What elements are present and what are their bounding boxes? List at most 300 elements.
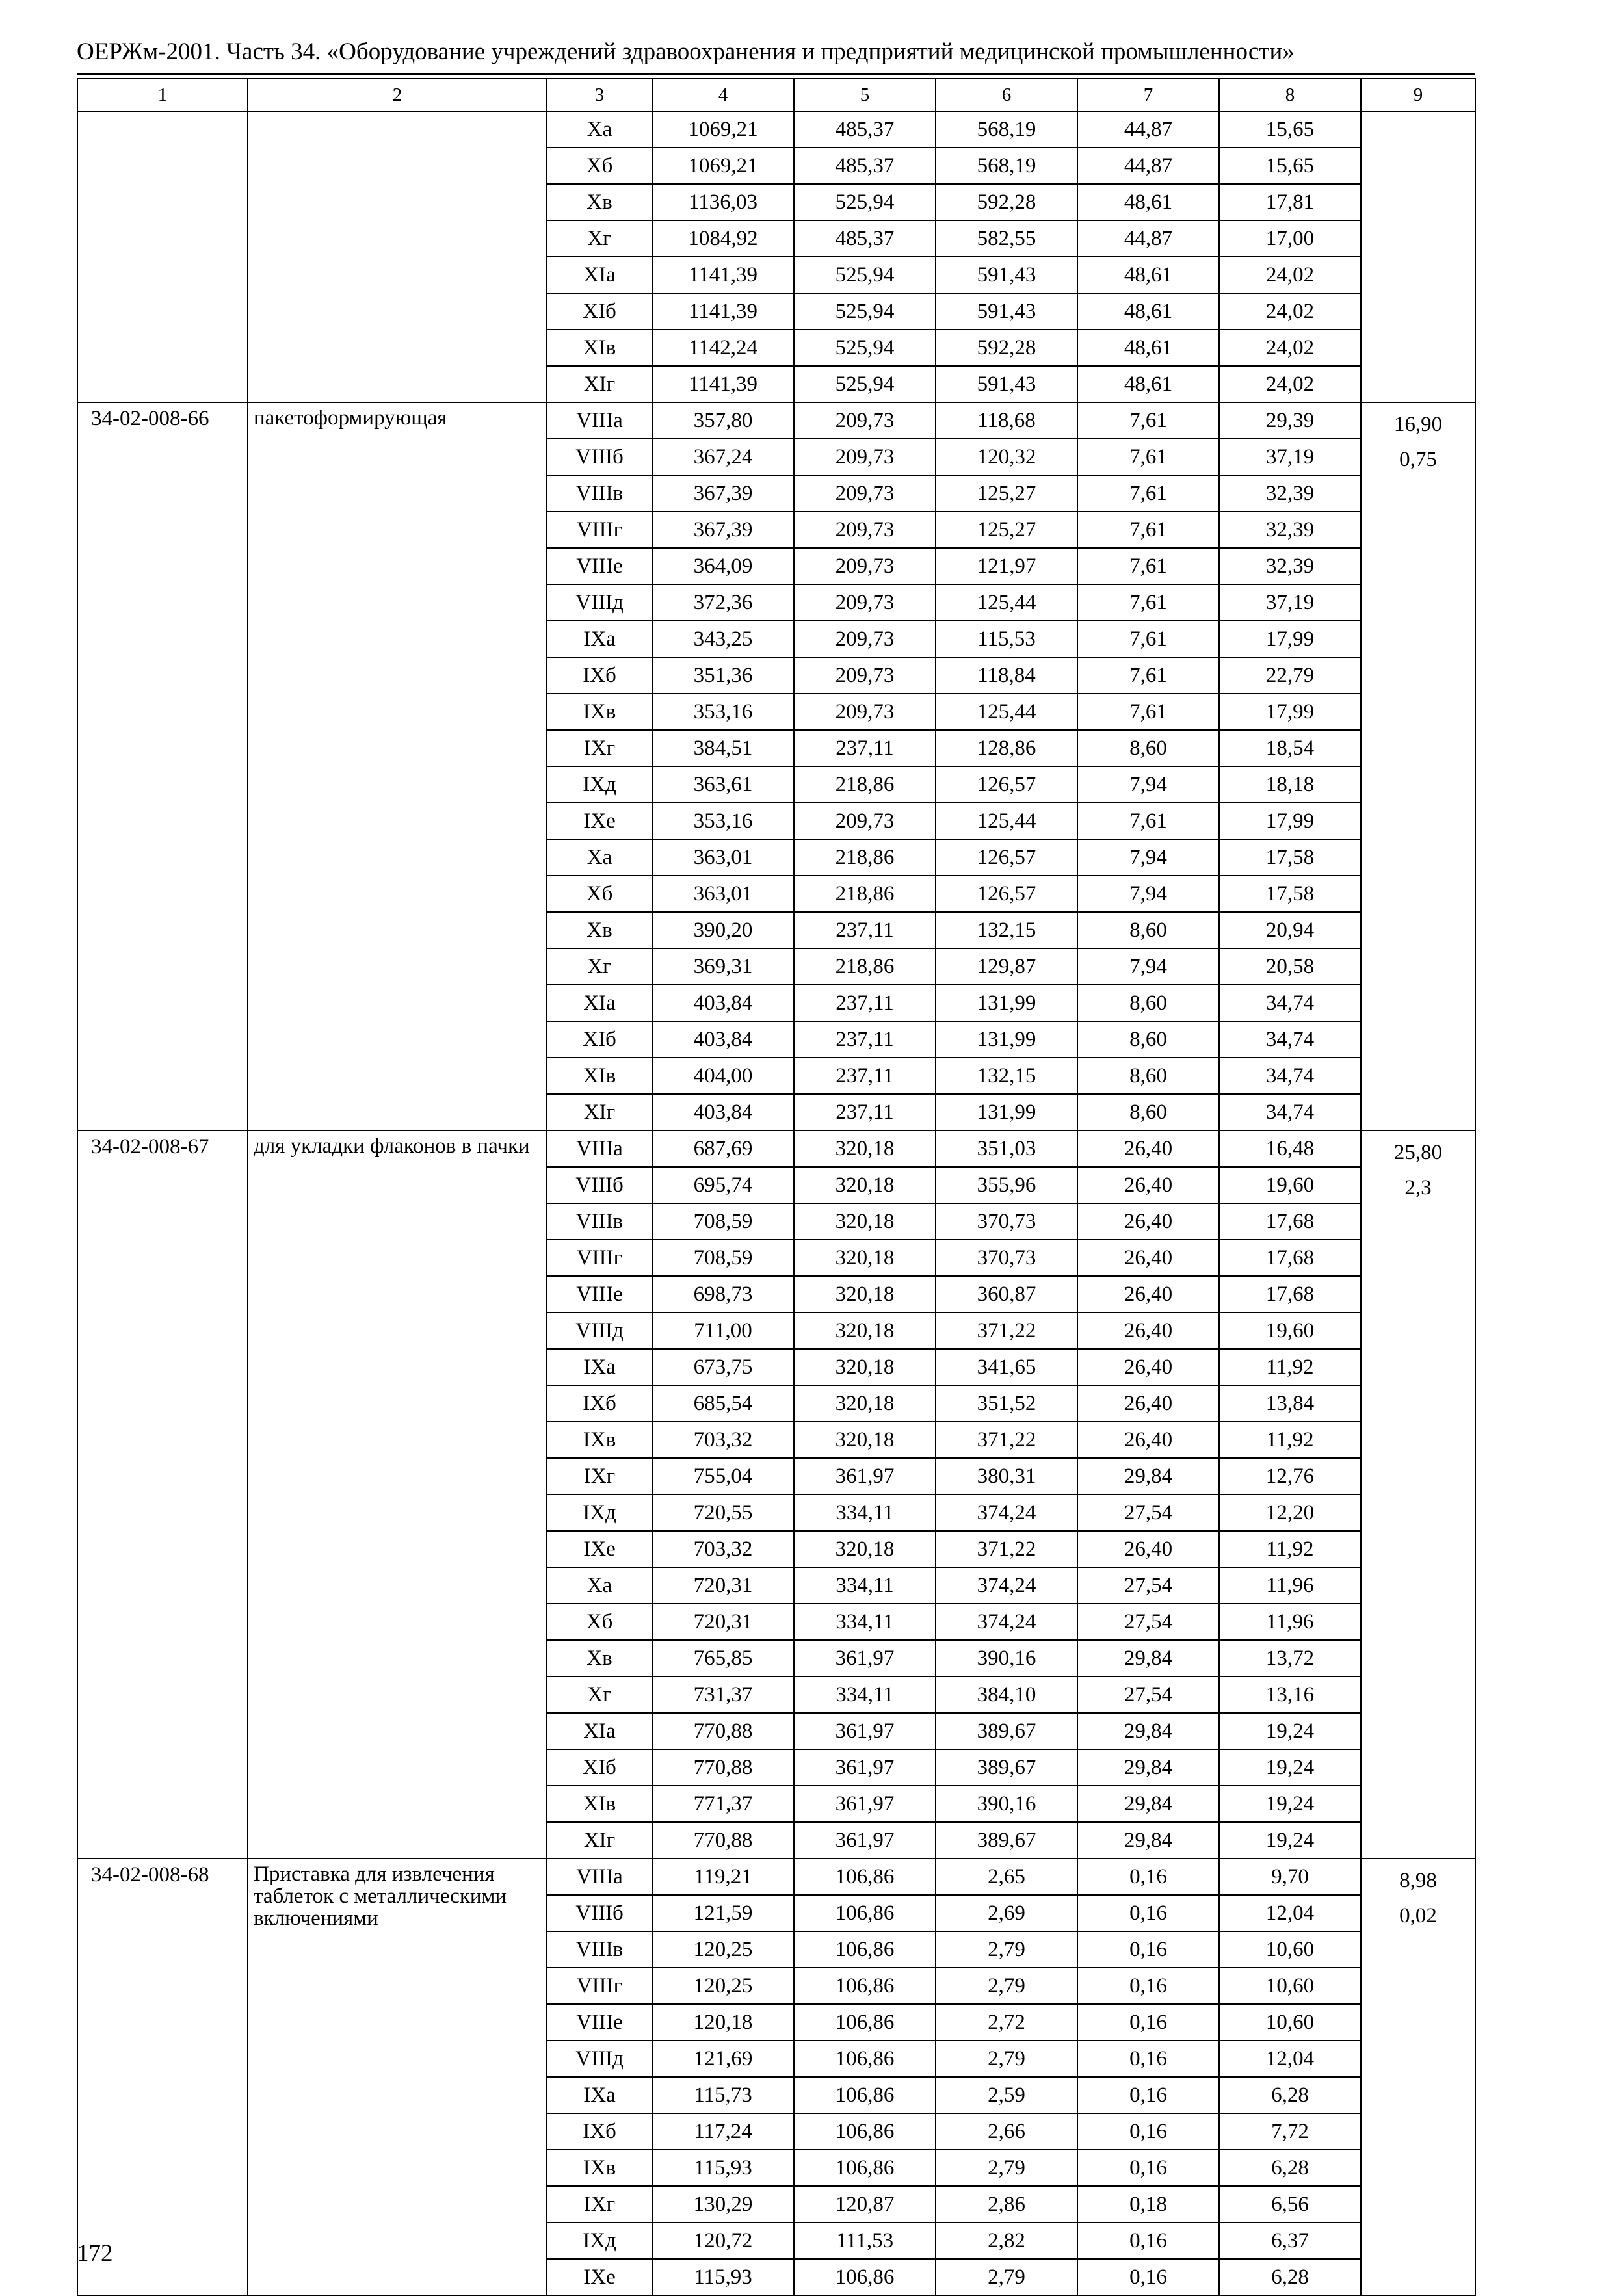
value-cell: 209,73	[794, 439, 936, 475]
value-cell: 708,59	[652, 1203, 794, 1240]
value-cell: 363,01	[652, 839, 794, 876]
value-cell: 126,57	[936, 766, 1077, 803]
value-cell: 237,11	[794, 1094, 936, 1130]
value-cell: 17,00	[1219, 220, 1361, 257]
value-cell: 126,57	[936, 839, 1077, 876]
value-cell: 32,39	[1219, 548, 1361, 584]
value-cell: 209,73	[794, 657, 936, 694]
value-cell: 115,73	[652, 2077, 794, 2113]
value-cell: 129,87	[936, 948, 1077, 985]
value-cell: 48,61	[1077, 257, 1219, 293]
region-cell: Xб	[547, 876, 652, 912]
value-cell: 106,86	[794, 2004, 936, 2041]
value-cell: 37,19	[1219, 584, 1361, 621]
value-cell: 128,86	[936, 730, 1077, 766]
value-cell: 120,25	[652, 1931, 794, 1968]
value-cell: 357,80	[652, 402, 794, 439]
region-cell: VIIIб	[547, 1167, 652, 1203]
value-cell: 17,99	[1219, 803, 1361, 839]
column-number: 9	[1361, 79, 1475, 111]
value-cell: 6,28	[1219, 2259, 1361, 2295]
value-cell: 591,43	[936, 293, 1077, 330]
value-cell: 117,24	[652, 2113, 794, 2150]
value-cell: 118,84	[936, 657, 1077, 694]
value-cell: 11,96	[1219, 1604, 1361, 1640]
value-cell: 731,37	[652, 1676, 794, 1713]
column-9-value: 8,98	[1399, 1869, 1437, 1892]
value-cell: 44,87	[1077, 148, 1219, 184]
value-cell: 126,57	[936, 876, 1077, 912]
value-cell: 237,11	[794, 985, 936, 1021]
region-cell: VIIIe	[547, 1276, 652, 1312]
column-number: 4	[652, 79, 794, 111]
value-cell: 1141,39	[652, 293, 794, 330]
value-cell: 2,72	[936, 2004, 1077, 2041]
value-cell: 1142,24	[652, 330, 794, 366]
column-9-value: 16,90	[1393, 413, 1443, 436]
value-cell: 320,18	[794, 1422, 936, 1458]
table-row	[77, 1130, 1475, 1167]
region-cell: IXe	[547, 803, 652, 839]
header-rule	[77, 73, 1475, 75]
item-code	[77, 111, 248, 402]
region-cell: IXe	[547, 2259, 652, 2295]
value-cell: 361,97	[794, 1640, 936, 1676]
value-cell: 0,16	[1077, 1968, 1219, 2004]
value-cell: 2,59	[936, 2077, 1077, 2113]
page-number: 172	[77, 2240, 113, 2267]
value-cell: 29,84	[1077, 1458, 1219, 1494]
value-cell: 19,24	[1219, 1749, 1361, 1786]
value-cell: 7,61	[1077, 621, 1219, 657]
value-cell: 0,16	[1077, 2077, 1219, 2113]
value-cell: 1141,39	[652, 257, 794, 293]
value-cell: 485,37	[794, 148, 936, 184]
value-cell: 132,15	[936, 1058, 1077, 1094]
value-cell: 320,18	[794, 1130, 936, 1167]
value-cell: 26,40	[1077, 1276, 1219, 1312]
region-cell: Xг	[547, 220, 652, 257]
column-number: 7	[1077, 79, 1219, 111]
value-cell: 0,16	[1077, 1931, 1219, 1968]
value-cell: 374,24	[936, 1567, 1077, 1604]
region-cell: IXг	[547, 730, 652, 766]
value-cell: 209,73	[794, 548, 936, 584]
value-cell: 390,16	[936, 1640, 1077, 1676]
column-9-cell	[1361, 402, 1475, 1130]
value-cell: 125,44	[936, 584, 1077, 621]
value-cell: 218,86	[794, 948, 936, 985]
value-cell: 218,86	[794, 876, 936, 912]
value-cell: 525,94	[794, 293, 936, 330]
region-cell: VIIIд	[547, 2041, 652, 2077]
value-cell: 106,86	[794, 2113, 936, 2150]
column-number: 2	[248, 79, 547, 111]
value-cell: 320,18	[794, 1531, 936, 1567]
region-cell: IXa	[547, 621, 652, 657]
value-cell: 525,94	[794, 330, 936, 366]
value-cell: 369,31	[652, 948, 794, 985]
value-cell: 367,24	[652, 439, 794, 475]
value-cell: 115,93	[652, 2150, 794, 2186]
value-cell: 121,97	[936, 548, 1077, 584]
value-cell: 361,97	[794, 1786, 936, 1822]
value-cell: 698,73	[652, 1276, 794, 1312]
value-cell: 19,24	[1219, 1822, 1361, 1859]
value-cell: 106,86	[794, 1895, 936, 1931]
value-cell: 32,39	[1219, 475, 1361, 512]
value-cell: 12,20	[1219, 1494, 1361, 1531]
value-cell: 8,60	[1077, 730, 1219, 766]
region-cell: XIг	[547, 366, 652, 402]
value-cell: 11,92	[1219, 1422, 1361, 1458]
value-cell: 770,88	[652, 1749, 794, 1786]
value-cell: 2,79	[936, 1968, 1077, 2004]
value-cell: 485,37	[794, 220, 936, 257]
value-cell: 209,73	[794, 803, 936, 839]
value-cell: 592,28	[936, 184, 1077, 220]
value-cell: 118,68	[936, 402, 1077, 439]
item-code: 34-02-008-66	[77, 402, 248, 1130]
value-cell: 12,04	[1219, 2041, 1361, 2077]
value-cell: 403,84	[652, 1094, 794, 1130]
value-cell: 353,16	[652, 694, 794, 730]
value-cell: 720,31	[652, 1567, 794, 1604]
value-cell: 209,73	[794, 402, 936, 439]
region-cell: XIв	[547, 330, 652, 366]
column-9-value: 25,80	[1393, 1141, 1443, 1164]
region-cell: IXa	[547, 1349, 652, 1385]
value-cell: 360,87	[936, 1276, 1077, 1312]
region-cell: Xa	[547, 839, 652, 876]
column-number: 5	[794, 79, 936, 111]
value-cell: 131,99	[936, 985, 1077, 1021]
value-cell: 7,94	[1077, 948, 1219, 985]
column-number: 6	[936, 79, 1077, 111]
value-cell: 209,73	[794, 512, 936, 548]
value-cell: 106,86	[794, 2077, 936, 2113]
value-cell: 48,61	[1077, 366, 1219, 402]
value-cell: 485,37	[794, 111, 936, 148]
region-cell: VIIIг	[547, 512, 652, 548]
item-name: для укладки флаконов в пачки	[248, 1130, 547, 1859]
value-cell: 7,94	[1077, 839, 1219, 876]
value-cell: 26,40	[1077, 1422, 1219, 1458]
region-cell: IXг	[547, 2186, 652, 2223]
value-cell: 18,18	[1219, 766, 1361, 803]
value-cell: 19,24	[1219, 1786, 1361, 1822]
value-cell: 106,86	[794, 2150, 936, 2186]
value-cell: 389,67	[936, 1713, 1077, 1749]
value-cell: 351,03	[936, 1130, 1077, 1167]
value-cell: 10,60	[1219, 2004, 1361, 2041]
region-cell: IXe	[547, 1531, 652, 1567]
table-body	[77, 79, 1475, 2295]
value-cell: 10,60	[1219, 1968, 1361, 2004]
region-cell: VIIIг	[547, 1968, 652, 2004]
value-cell: 8,60	[1077, 1058, 1219, 1094]
value-cell: 363,61	[652, 766, 794, 803]
value-cell: 29,84	[1077, 1713, 1219, 1749]
value-cell: 7,61	[1077, 402, 1219, 439]
value-cell: 48,61	[1077, 184, 1219, 220]
value-cell: 20,58	[1219, 948, 1361, 985]
value-cell: 0,16	[1077, 1859, 1219, 1895]
region-cell: VIIIд	[547, 584, 652, 621]
value-cell: 119,21	[652, 1859, 794, 1895]
document-header: ОЕРЖм-2001. Часть 34. «Оборудование учреждений здравоохранения и предприятий медицинской промышленности»	[77, 38, 1295, 65]
value-cell: 765,85	[652, 1640, 794, 1676]
value-cell: 125,27	[936, 475, 1077, 512]
value-cell: 6,56	[1219, 2186, 1361, 2223]
column-9-cell	[1361, 111, 1475, 402]
value-cell: 26,40	[1077, 1531, 1219, 1567]
value-cell: 525,94	[794, 184, 936, 220]
value-cell: 2,69	[936, 1895, 1077, 1931]
value-cell: 27,54	[1077, 1567, 1219, 1604]
value-cell: 353,16	[652, 803, 794, 839]
region-cell: VIIIб	[547, 1895, 652, 1931]
column-9-cell	[1361, 1859, 1475, 2295]
region-cell: VIIIa	[547, 1130, 652, 1167]
value-cell: 380,31	[936, 1458, 1077, 1494]
value-cell: 334,11	[794, 1494, 936, 1531]
value-cell: 218,86	[794, 766, 936, 803]
value-cell: 7,61	[1077, 803, 1219, 839]
value-cell: 371,22	[936, 1422, 1077, 1458]
region-cell: VIIIa	[547, 1859, 652, 1895]
value-cell: 44,87	[1077, 111, 1219, 148]
value-cell: 364,09	[652, 548, 794, 584]
value-cell: 9,70	[1219, 1859, 1361, 1895]
value-cell: 370,73	[936, 1203, 1077, 1240]
value-cell: 27,54	[1077, 1494, 1219, 1531]
value-cell: 568,19	[936, 148, 1077, 184]
column-9-value: 0,75	[1399, 448, 1437, 471]
value-cell: 11,92	[1219, 1531, 1361, 1567]
value-cell: 361,97	[794, 1713, 936, 1749]
region-cell: IXв	[547, 1422, 652, 1458]
item-name: пакетоформирующая	[248, 402, 547, 1130]
value-cell: 7,94	[1077, 766, 1219, 803]
value-cell: 334,11	[794, 1567, 936, 1604]
value-cell: 26,40	[1077, 1385, 1219, 1422]
region-cell: VIIIг	[547, 1240, 652, 1276]
value-cell: 361,97	[794, 1749, 936, 1786]
value-cell: 26,40	[1077, 1203, 1219, 1240]
value-cell: 8,60	[1077, 912, 1219, 948]
value-cell: 237,11	[794, 912, 936, 948]
region-cell: XIa	[547, 985, 652, 1021]
region-cell: Xв	[547, 912, 652, 948]
value-cell: 771,37	[652, 1786, 794, 1822]
region-cell: IXб	[547, 657, 652, 694]
value-cell: 0,16	[1077, 2223, 1219, 2259]
value-cell: 1141,39	[652, 366, 794, 402]
value-cell: 2,79	[936, 2150, 1077, 2186]
region-cell: Xб	[547, 1604, 652, 1640]
value-cell: 17,58	[1219, 876, 1361, 912]
value-cell: 115,53	[936, 621, 1077, 657]
value-cell: 111,53	[794, 2223, 936, 2259]
value-cell: 770,88	[652, 1713, 794, 1749]
value-cell: 26,40	[1077, 1167, 1219, 1203]
value-cell: 2,66	[936, 2113, 1077, 2150]
value-cell: 7,61	[1077, 475, 1219, 512]
value-cell: 34,74	[1219, 1021, 1361, 1058]
value-cell: 27,54	[1077, 1604, 1219, 1640]
value-cell: 20,94	[1219, 912, 1361, 948]
value-cell: 755,04	[652, 1458, 794, 1494]
value-cell: 320,18	[794, 1385, 936, 1422]
value-cell: 374,24	[936, 1604, 1077, 1640]
value-cell: 24,02	[1219, 257, 1361, 293]
value-cell: 106,86	[794, 2041, 936, 2077]
value-cell: 130,29	[652, 2186, 794, 2223]
value-cell: 34,74	[1219, 1094, 1361, 1130]
region-cell: IXб	[547, 1385, 652, 1422]
value-cell: 8,60	[1077, 1094, 1219, 1130]
value-cell: 525,94	[794, 257, 936, 293]
value-cell: 384,51	[652, 730, 794, 766]
value-cell: 106,86	[794, 1859, 936, 1895]
value-cell: 6,28	[1219, 2150, 1361, 2186]
value-cell: 404,00	[652, 1058, 794, 1094]
value-cell: 237,11	[794, 1021, 936, 1058]
value-cell: 367,39	[652, 512, 794, 548]
value-cell: 320,18	[794, 1240, 936, 1276]
region-cell: XIв	[547, 1058, 652, 1094]
value-cell: 0,16	[1077, 2113, 1219, 2150]
value-cell: 703,32	[652, 1422, 794, 1458]
value-cell: 370,73	[936, 1240, 1077, 1276]
value-cell: 29,84	[1077, 1822, 1219, 1859]
value-cell: 115,93	[652, 2259, 794, 2295]
value-cell: 2,82	[936, 2223, 1077, 2259]
value-cell: 320,18	[794, 1349, 936, 1385]
value-cell: 0,16	[1077, 2150, 1219, 2186]
value-cell: 26,40	[1077, 1312, 1219, 1349]
value-cell: 125,27	[936, 512, 1077, 548]
value-cell: 384,10	[936, 1676, 1077, 1713]
value-cell: 673,75	[652, 1349, 794, 1385]
column-number: 8	[1219, 79, 1361, 111]
value-cell: 320,18	[794, 1167, 936, 1203]
value-cell: 6,28	[1219, 2077, 1361, 2113]
region-cell: Xб	[547, 148, 652, 184]
value-cell: 32,39	[1219, 512, 1361, 548]
region-cell: VIIIв	[547, 1203, 652, 1240]
column-9-value: 0,02	[1399, 1904, 1437, 1927]
value-cell: 1136,03	[652, 184, 794, 220]
value-cell: 320,18	[794, 1203, 936, 1240]
region-cell: VIIIв	[547, 1931, 652, 1968]
item-code: 34-02-008-68	[77, 1859, 248, 2295]
value-cell: 2,65	[936, 1859, 1077, 1895]
value-cell: 218,86	[794, 839, 936, 876]
value-cell: 209,73	[794, 621, 936, 657]
value-cell: 2,79	[936, 2041, 1077, 2077]
value-cell: 17,99	[1219, 621, 1361, 657]
value-cell: 121,69	[652, 2041, 794, 2077]
value-cell: 568,19	[936, 111, 1077, 148]
value-cell: 17,68	[1219, 1240, 1361, 1276]
item-code: 34-02-008-67	[77, 1130, 248, 1859]
value-cell: 1069,21	[652, 148, 794, 184]
value-cell: 371,22	[936, 1531, 1077, 1567]
region-cell: Xa	[547, 1567, 652, 1604]
value-cell: 17,99	[1219, 694, 1361, 730]
value-cell: 29,84	[1077, 1786, 1219, 1822]
value-cell: 390,16	[936, 1786, 1077, 1822]
value-cell: 17,58	[1219, 839, 1361, 876]
value-cell: 0,16	[1077, 2004, 1219, 2041]
value-cell: 24,02	[1219, 330, 1361, 366]
value-cell: 367,39	[652, 475, 794, 512]
value-cell: 0,16	[1077, 1895, 1219, 1931]
value-cell: 17,81	[1219, 184, 1361, 220]
price-table	[77, 78, 1476, 2296]
value-cell: 237,11	[794, 1058, 936, 1094]
value-cell: 351,52	[936, 1385, 1077, 1422]
value-cell: 361,97	[794, 1458, 936, 1494]
value-cell: 343,25	[652, 621, 794, 657]
table-row	[77, 402, 1475, 439]
value-cell: 18,54	[1219, 730, 1361, 766]
value-cell: 720,31	[652, 1604, 794, 1640]
value-cell: 320,18	[794, 1276, 936, 1312]
value-cell: 1084,92	[652, 220, 794, 257]
region-cell: XIб	[547, 1021, 652, 1058]
value-cell: 2,79	[936, 1931, 1077, 1968]
region-cell: XIa	[547, 257, 652, 293]
value-cell: 1069,21	[652, 111, 794, 148]
value-cell: 403,84	[652, 1021, 794, 1058]
table-row	[77, 1859, 1475, 1895]
value-cell: 7,61	[1077, 439, 1219, 475]
value-cell: 695,74	[652, 1167, 794, 1203]
value-cell: 34,74	[1219, 1058, 1361, 1094]
region-cell: IXв	[547, 2150, 652, 2186]
value-cell: 13,84	[1219, 1385, 1361, 1422]
column-number: 3	[547, 79, 652, 111]
value-cell: 106,86	[794, 1968, 936, 2004]
value-cell: 320,18	[794, 1312, 936, 1349]
value-cell: 120,18	[652, 2004, 794, 2041]
region-cell: Xв	[547, 1640, 652, 1676]
value-cell: 363,01	[652, 876, 794, 912]
region-cell: XIг	[547, 1094, 652, 1130]
value-cell: 2,86	[936, 2186, 1077, 2223]
value-cell: 19,24	[1219, 1713, 1361, 1749]
value-cell: 0,18	[1077, 2186, 1219, 2223]
value-cell: 390,20	[652, 912, 794, 948]
value-cell: 132,15	[936, 912, 1077, 948]
value-cell: 591,43	[936, 257, 1077, 293]
value-cell: 720,55	[652, 1494, 794, 1531]
value-cell: 17,68	[1219, 1203, 1361, 1240]
value-cell: 7,61	[1077, 657, 1219, 694]
value-cell: 341,65	[936, 1349, 1077, 1385]
value-cell: 44,87	[1077, 220, 1219, 257]
value-cell: 7,72	[1219, 2113, 1361, 2150]
value-cell: 361,97	[794, 1822, 936, 1859]
value-cell: 7,94	[1077, 876, 1219, 912]
value-cell: 582,55	[936, 220, 1077, 257]
value-cell: 26,40	[1077, 1130, 1219, 1167]
region-cell: VIIIв	[547, 475, 652, 512]
value-cell: 11,96	[1219, 1567, 1361, 1604]
